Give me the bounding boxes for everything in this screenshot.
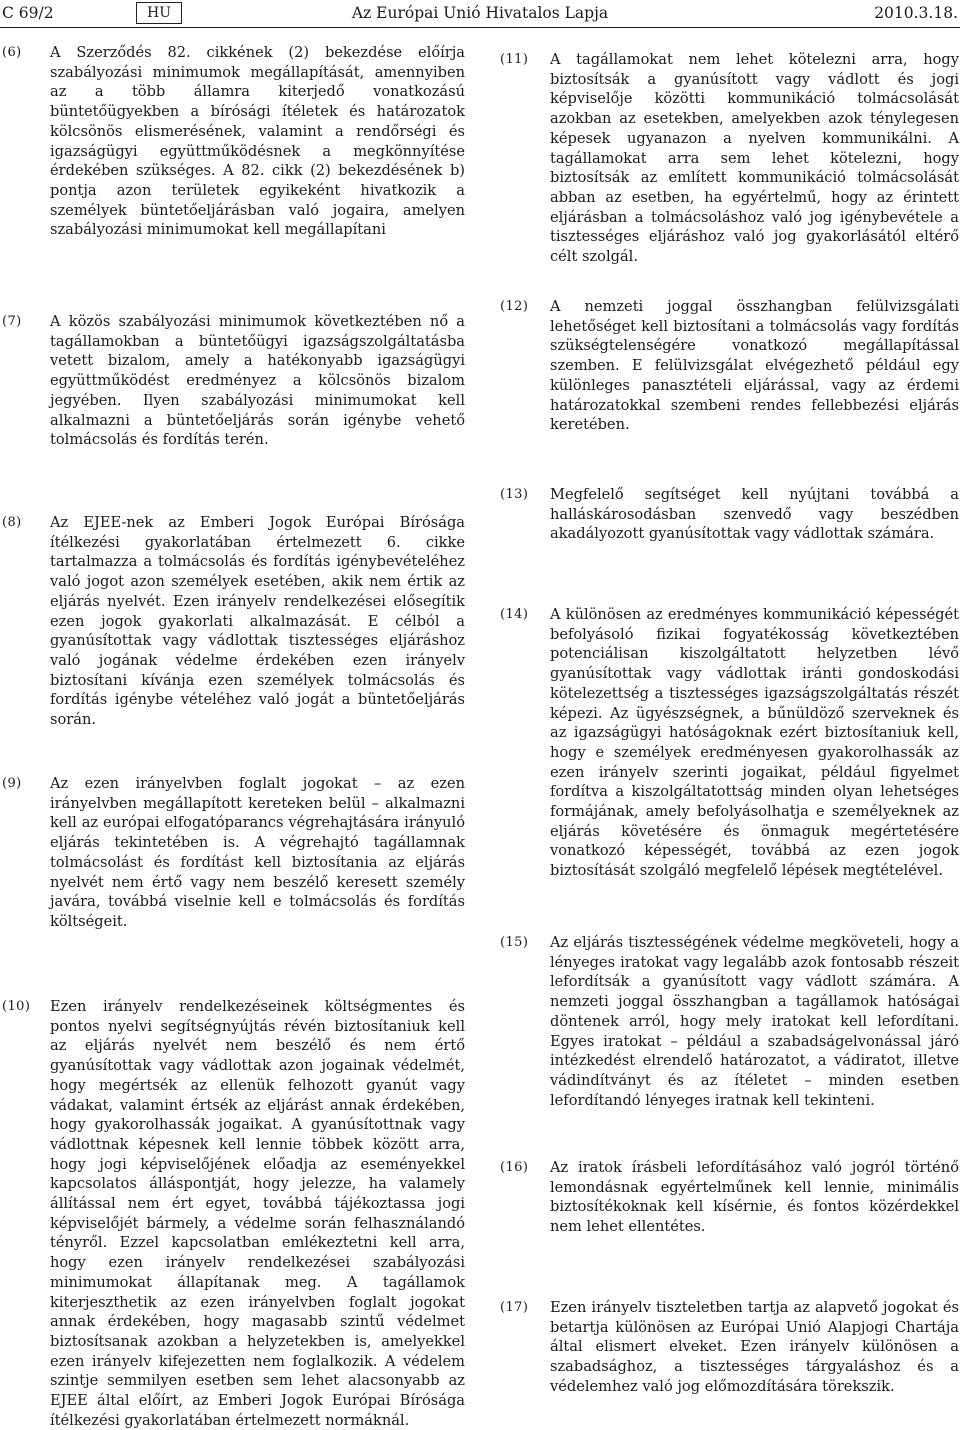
recital-text: Ezen irányelv tiszteletben tartja az alapvető jogokat és betartja különösen az Európai Unió Alapjogi Chartája által elismert elveket. Ezen irányelv különösen a szabadsághoz, a tisztességes tárgyaláshoz és a védelemhez való jog előmozdítására törekszik. <box>550 1299 959 1395</box>
recital-number: (16) <box>500 1160 529 1175</box>
recital-number: (15) <box>500 935 529 950</box>
section-number: C 69/2 <box>2 4 54 22</box>
publication-date: 2010.3.18. <box>874 4 958 22</box>
recital-text: A nemzeti joggal összhangban felülvizsgálati lehetőséget kell biztosítani a tolmácsolás vagy fordítás szükségtelenségére vonatkozó megállapítással szemben. E felülvizsgálat elvégezhető például egy különleges panasztételi eljárással, vagy az érdemi határozatokkal szembeni rendes fellebbezési eljárás keretében. <box>550 298 959 434</box>
recital-number: (7) <box>2 314 22 329</box>
recital-number: (14) <box>500 607 529 622</box>
recital-number: (12) <box>500 299 529 314</box>
recital-text: Ezen irányelv rendelkezéseinek költségmentes és pontos nyelvi segítségnyújtás révén biztosítaniuk kell az eljárás nyelvét nem beszélő és nem értő gyanúsítottak vagy vádlottak azon jogainak védelmét, hogy megértsék az ellenük felhozott gyanút vagy vádakat, valamint értsék az eljárást annak érdekében, hogy gyakorolhassák jogaikat. A gyanúsítottnak vagy vádlottnak képesnek kell lennie többek között arra, hogy jogi képviselőjének előadja az eseményekkel kapcsolatos álláspontját, hogy jelezze, ha valamely állítással nem ért egyet, továbbá tájékoztassa jogi képviselőjét bármely, a védelme során felhasználandó tényről. Ezzel kapcsolatban emlékeztetni kell arra, hogy ezen irányelv rendelkezései szabályozási minimumokat állapítanak meg. A tagállamok kiterjeszthetik az ezen irányelvben foglalt jogokat annak érdekében, hogy magasabb szintű védelmet biztosítsanak azokban a helyzetekben is, amelyekkel ezen irányelv kifejezetten nem foglalkozik. A védelem szintje semmilyen esetben sem lehet alacsonyabb az EJEE által előírt, az Emberi Jogok Európai Bírósága ítélkezési gyakorlatában értelmezett normáknál. <box>50 998 465 1429</box>
recital-number: (13) <box>500 487 529 502</box>
journal-title: Az Európai Unió Hivatalos Lapja <box>351 4 609 22</box>
recital-text: Az EJEE-nek az Emberi Jogok Európai Bírósága ítélkezési gyakorlatában értelmezett 6. cikke tartalmazza a tolmácsolás és fordítás igénybevételéhez való jogot azon személyek esetében, akik nem értik az eljárás nyelvét. Ezen irányelv rendelkezései elősegítik ezen jogok gyakorlati alkalmazását. E célból a gyanúsítottak vagy vádlottak tisztességes eljáráshoz való jogának védelme érdekében ezen irányelv biztosítani kívánja ezen személyek tolmácsolás és fordítás igénybe vételéhez való jogát a büntetőeljárás során. <box>50 514 465 729</box>
recital-number: (6) <box>2 45 22 60</box>
recital-text: Az iratok írásbeli lefordításához való jogról történő lemondásnak egyértelműnek kell lennie, minimális biztosítékoknak kell kísérnie, és fontos közérdekkel nem lehet ellentétes. <box>550 1159 959 1236</box>
header-rule <box>0 27 960 28</box>
page-header <box>0 0 960 26</box>
recital-text: A Szerződés 82. cikkének (2) bekezdése előírja szabályozási minimumok megállapítását, amennyiben az a több államra kiterjedő vonatkozású büntetőügyekben a bírósági ítéletek és határozatok kölcsönös elismerésének, valamint a rendőrségi és igazságügyi együttműködésnek a megkönnyítése érdekében szükséges. A 82. cikk (2) bekezdésének b) pontja azon területek egyikeként hivatkozik a személyek büntetőeljárásban való jogaira, amelyen szabályozási minimumokat kell megállapítani <box>50 44 465 239</box>
recital-number: (17) <box>500 1300 529 1315</box>
recital-text: A közös szabályozási minimumok következtében nő a tagállamokban a büntetőügyi igazságszolgáltatásba vetett bizalom, amely a hatékonyabb igazságügyi együttműködést eredményez a kölcsönös bizalom jegyében. Ilyen szabályozási minimumokat kell alkalmazni a büntetőeljárás során igénybe vehető tolmácsolás és fordítás terén. <box>50 313 465 449</box>
recital-number: (11) <box>500 52 529 67</box>
recital-text: Az ezen irányelvben foglalt jogokat – az ezen irányelvben megállapított kereteken belül – alkalmazni kell az európai elfogatóparancs végrehajtására irányuló eljárás tekintetében is. A végrehajtó tagállamnak tolmácsolást és fordítást kell biztosítania az eljárás nyelvét nem értő vagy nem beszélő keresett személy javára, továbbá viselnie kell e tolmácsolás és fordítás költségeit. <box>50 775 465 930</box>
recital-text: A különösen az eredményes kommunikáció képességét befolyásoló fizikai fogyatékosság következtében potenciálisan kiszolgáltatott helyzetben lévő gyanúsítottak vagy vádlottak iránti gondoskodási kötelezettség a tisztességes igazságszolgáltatás részét képezi. Az ügyészségnek, a bűnüldöző szerveknek és az igazságügyi hatóságoknak ezért biztosítaniuk kell, hogy e személyek eredményesen gyakorolhassák az ezen irányelv szerinti jogaikat, például figyelmet fordítva a kiszolgáltatottság minden olyan lehetséges formájának, amely befolyásolhatja e személyeknek az eljárás követésére és önmaguk megértetésére vonatkozó képességét, továbbá az ezen jogok biztosítását szolgáló megfelelő lépések megtételével. <box>550 606 959 880</box>
recital-text: Az eljárás tisztességének védelme megköveteli, hogy a lényeges iratokat vagy legalább azok fontosabb részeit lefordítsák a gyanúsított vagy vádlott számára. A nemzeti joggal összhangban a tagállamok hatóságai döntenek arról, hogy mely iratokat kell lefordítani. Egyes iratokat – például a szabadságelvonással járó intézkedést elrendelő határozatot, a vádiratot, illetve vádindítványt és az ítéletet – minden esetben lefordítandó lényeges iratnak kell tekinteni. <box>550 934 959 1109</box>
language-box: HU <box>136 2 182 24</box>
recital-text: A tagállamokat nem lehet kötelezni arra, hogy biztosítsák a gyanúsított vagy vádlott és jogi képviselője közötti kommunikáció tolmácsolását azokban az esetekben, amelyekben azok ténylegesen képesek ugyanazon a nyelven kommunikálni. A tagállamokat arra sem lehet kötelezni, hogy biztosítsák az említett kommunikáció tolmácsolását abban az esetben, ha egyértelmű, hogy az érintett eljárásban a tolmácsoláshoz való jog igénybevétele a tisztességes eljáráshoz való jog gyakorlásától eltérő célt szolgál. <box>550 51 959 266</box>
recital-number: (9) <box>2 776 22 791</box>
recital-text: Megfelelő segítséget kell nyújtani továbbá a halláskárosodásban szenvedő vagy beszédben akadályozott gyanúsítottak vagy vádlottak számára. <box>550 486 959 543</box>
recital-number: (8) <box>2 515 22 530</box>
recital-number: (10) <box>2 999 31 1014</box>
